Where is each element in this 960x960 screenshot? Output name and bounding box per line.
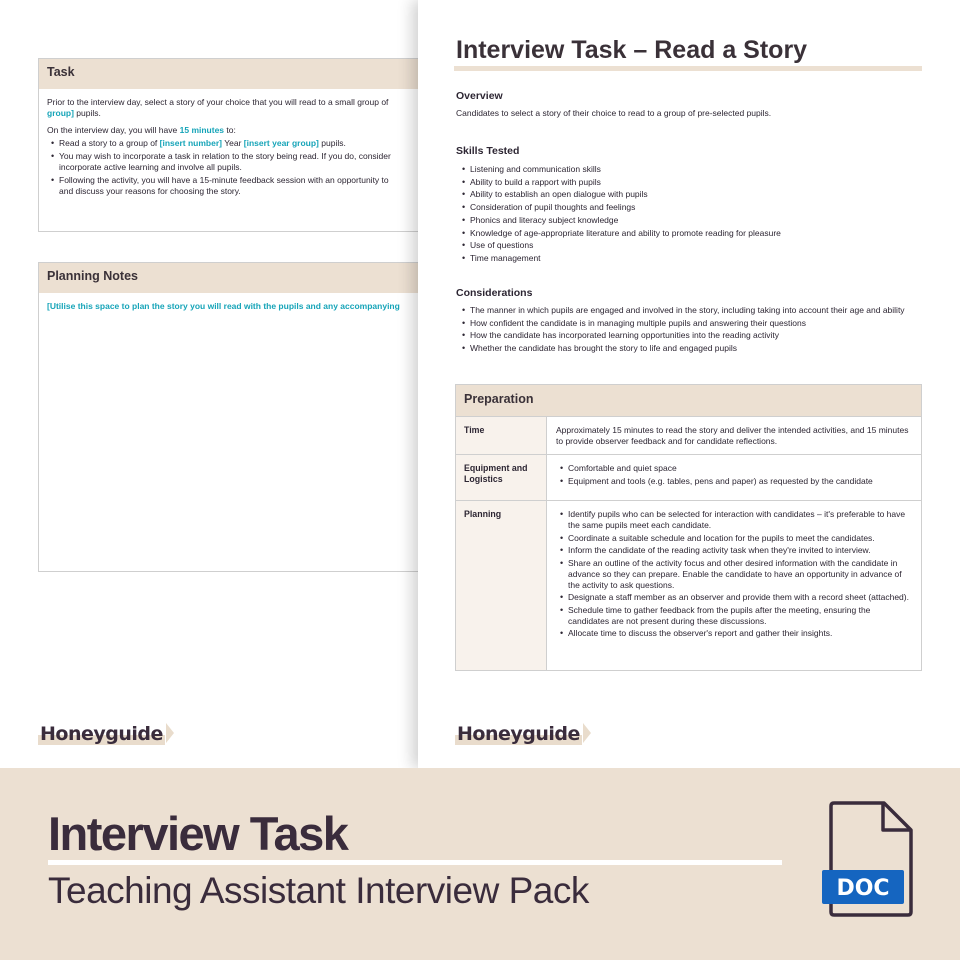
list-item: • Ability to build a rapport with pupils [458, 176, 918, 189]
list-item: • Inform the candidate of the reading activity task when they're invited to interview. [556, 545, 912, 556]
list-item: • Allocate time to discuss the observer's report and gather their insights. [556, 628, 912, 639]
list-item: • Knowledge of age-appropriate literature and ability to promote reading for pleasure [458, 227, 918, 240]
list-item: • Phonics and literacy subject knowledge [458, 214, 918, 227]
front-page [418, 0, 960, 768]
list-item: • How confident the candidate is in managing multiple pupils and answering their questions [458, 317, 918, 330]
list-item: • How the candidate has incorporated learning opportunities into the reading activity [458, 329, 918, 342]
preparation-heading: Preparation [456, 385, 921, 416]
list-item: • Share an outline of the activity focus and other desired information with the candidate in advance so they can prepare. Enable the candidate to have an opportunity in advance of the activity to ask questions. [556, 558, 912, 591]
list-item: • You may wish to incorporate a task in relation to the story being read. If you do, consider incorporate active learning and involve all pupils. [47, 151, 418, 173]
time-text: Approximately 15 minutes to read the story and deliver the intended activities, and 15 minutes to provide observer feedback and for candidate reflections. [556, 425, 909, 446]
task-list [47, 138, 418, 197]
skills-list [458, 163, 918, 265]
task-day: On the interview day, you will have 15 minutes to: [47, 125, 236, 135]
task-intro: Prior to the interview day, select a story of your choice that you will read to a small group of group] pupils. [47, 97, 389, 118]
task-heading: Task [39, 59, 418, 89]
banner-subtitle: Teaching Assistant Interview Pack [48, 870, 589, 911]
overview-text: Candidates to select a story of their choice to read to a group of pre-selected pupils. [456, 108, 772, 118]
list-item: • Equipment and tools (e.g. tables, pens and paper) as requested by the candidate [556, 476, 912, 487]
time-label: Time [456, 417, 547, 454]
list-item: • Listening and communication skills [458, 163, 918, 176]
honeyguide-logo: Honeyguide [455, 723, 591, 745]
task-box [38, 58, 418, 232]
table-row [456, 416, 921, 454]
list-item: • Schedule time to gather feedback from the pupils after the meeting, ensuring the candidates are not present during these discussions. [556, 605, 912, 627]
doc-file-icon [822, 800, 914, 918]
banner-title: Interview Task [48, 807, 348, 860]
skills-heading: Skills Tested [456, 145, 520, 157]
considerations-heading: Considerations [456, 287, 533, 299]
page-title: Interview Task – Read a Story [456, 36, 808, 64]
planning-notes-heading: Planning Notes [39, 263, 418, 293]
list-item: • Coordinate a suitable schedule and location for the pupils to meet the candidates. [556, 533, 912, 544]
planning-list [556, 509, 912, 639]
list-item: • Consideration of pupil thoughts and feelings [458, 201, 918, 214]
table-row [456, 454, 921, 500]
list-item: • Use of questions [458, 239, 918, 252]
list-item: • Time management [458, 252, 918, 265]
list-item: • Following the activity, you will have a 15-minute feedback session with an opportunity to and discuss your reasons for choosing the story. [47, 175, 418, 197]
equipment-list [556, 463, 912, 487]
banner-divider [48, 860, 782, 865]
list-item: • Designate a staff member as an observer and provide them with a record sheet (attached). [556, 592, 912, 603]
table-row [456, 500, 921, 670]
overview-heading: Overview [456, 90, 503, 102]
back-page [0, 0, 418, 768]
list-item: • The manner in which pupils are engaged and involved in the story, including taking into account their age and ability [458, 304, 918, 317]
planning-notes-placeholder: [Utilise this space to plan the story you will read with the pupils and any accompanying [47, 301, 400, 311]
planning-label: Planning [456, 501, 547, 670]
preparation-table [455, 384, 922, 671]
equipment-label: Equipment and Logistics [456, 455, 547, 500]
list-item: • Ability to establish an open dialogue with pupils [458, 188, 918, 201]
list-item: • Identify pupils who can be selected for interaction with candidates – it's preferable to have the same pupils meet each candidate. [556, 509, 912, 531]
title-underline [454, 66, 922, 71]
considerations-list [458, 304, 918, 354]
honeyguide-logo: Honeyguide [38, 723, 174, 745]
list-item: • Whether the candidate has brought the story to life and engaged pupils [458, 342, 918, 355]
planning-notes-box [38, 262, 418, 572]
list-item: • Comfortable and quiet space [556, 463, 912, 474]
doc-badge-label: DOC [836, 876, 890, 901]
list-item: • Read a story to a group of [insert number] Year [insert year group] pupils. [47, 138, 418, 149]
